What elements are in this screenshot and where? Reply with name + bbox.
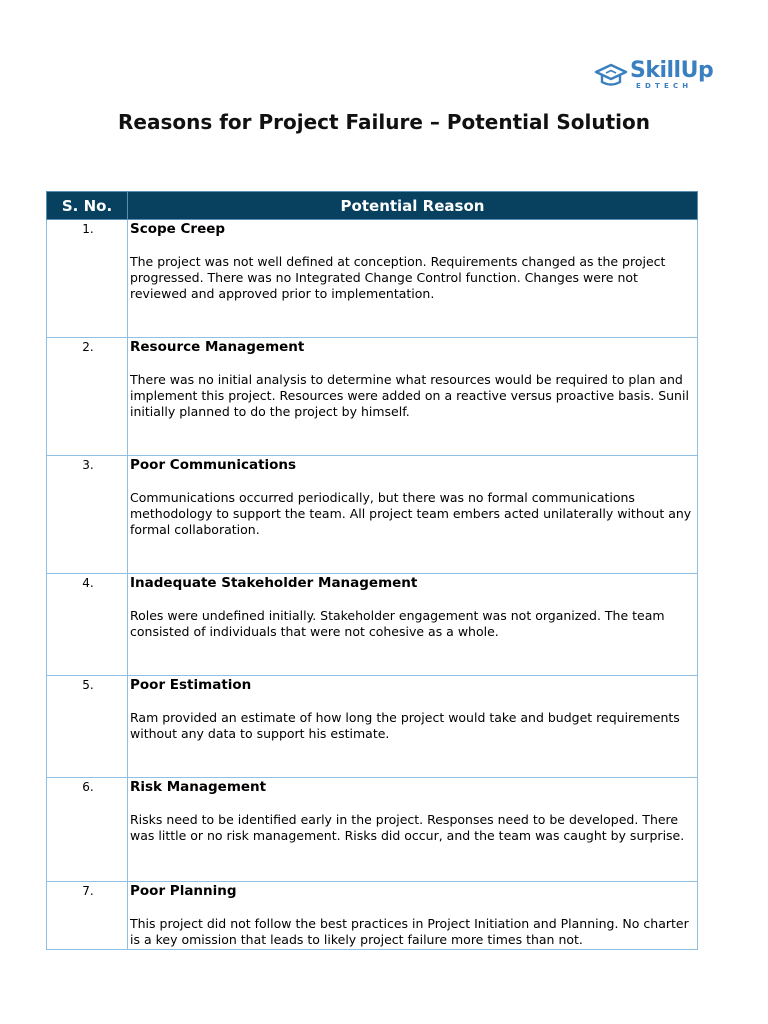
row-number-cell — [47, 778, 128, 882]
row-number-cell — [47, 456, 128, 574]
row-number-cell — [47, 338, 128, 456]
row-number: 1. — [82, 222, 94, 236]
row-number-cell — [47, 574, 128, 676]
reason-title: Scope Creep — [130, 221, 226, 237]
row-number: 3. — [82, 458, 94, 472]
reason-cell — [128, 456, 698, 574]
graduation-cap-icon — [594, 62, 628, 88]
table-row — [47, 456, 698, 574]
logo-wordmark: SkillUp — [630, 58, 714, 83]
row-number-cell — [47, 882, 128, 950]
column-header-reason: Potential Reason — [128, 192, 698, 220]
reason-description: Risks need to be identified early in the project. Responses need to be developed. There was little or no risk management. Risks did occur, and the team was caught by surprise. — [130, 812, 685, 843]
reason-title: Resource Management — [130, 339, 305, 355]
reason-cell — [128, 676, 698, 778]
reason-description: Ram provided an estimate of how long the project would take and budget requirements without any data to support his estimate. — [130, 710, 680, 741]
row-number: 7. — [82, 884, 94, 898]
reasons-table — [46, 191, 698, 950]
table-row — [47, 778, 698, 882]
logo-tagline: EDTECH — [636, 82, 693, 90]
reason-cell — [128, 338, 698, 456]
reason-title: Inadequate Stakeholder Management — [130, 575, 418, 591]
reason-description: The project was not well defined at conception. Requirements changed as the project progressed. There was no Integrated Change Control function. Changes were not reviewed and approved prior to implementation. — [130, 254, 666, 301]
table-header-row — [47, 192, 698, 220]
reason-title: Poor Estimation — [130, 677, 252, 693]
table-row — [47, 220, 698, 338]
reason-cell — [128, 574, 698, 676]
reason-cell — [128, 882, 698, 950]
table-row — [47, 882, 698, 950]
document-title: Reasons for Project Failure – Potential Solution — [118, 110, 650, 134]
row-number: 6. — [82, 780, 94, 794]
reason-description: There was no initial analysis to determine what resources would be required to plan and implement this project. Resources were added on a reactive versus proactive basis. Sunil initially planned to do the project by himself. — [130, 372, 689, 419]
table-row — [47, 676, 698, 778]
row-number: 5. — [82, 678, 94, 692]
reason-description: Roles were undefined initially. Stakeholder engagement was not organized. The team consisted of individuals that were not cohesive as a whole. — [130, 608, 665, 639]
row-number: 4. — [82, 576, 94, 590]
reason-cell — [128, 220, 698, 338]
row-number: 2. — [82, 340, 94, 354]
skillup-logo — [594, 58, 712, 98]
table-row — [47, 574, 698, 676]
reason-description: Communications occurred periodically, but there was no formal communications methodology to support the team. All project team embers acted unilaterally without any formal collaboration. — [130, 490, 692, 537]
reason-title: Risk Management — [130, 779, 267, 795]
row-number-cell — [47, 676, 128, 778]
reason-cell — [128, 778, 698, 882]
row-number-cell — [47, 220, 128, 338]
reason-title: Poor Planning — [130, 883, 237, 899]
table-row — [47, 338, 698, 456]
reason-title: Poor Communications — [130, 457, 297, 473]
reason-description: This project did not follow the best practices in Project Initiation and Planning. No charter is a key omission that leads to likely project failure more times than not. — [130, 916, 689, 947]
column-header-serial: S. No. — [47, 192, 128, 220]
